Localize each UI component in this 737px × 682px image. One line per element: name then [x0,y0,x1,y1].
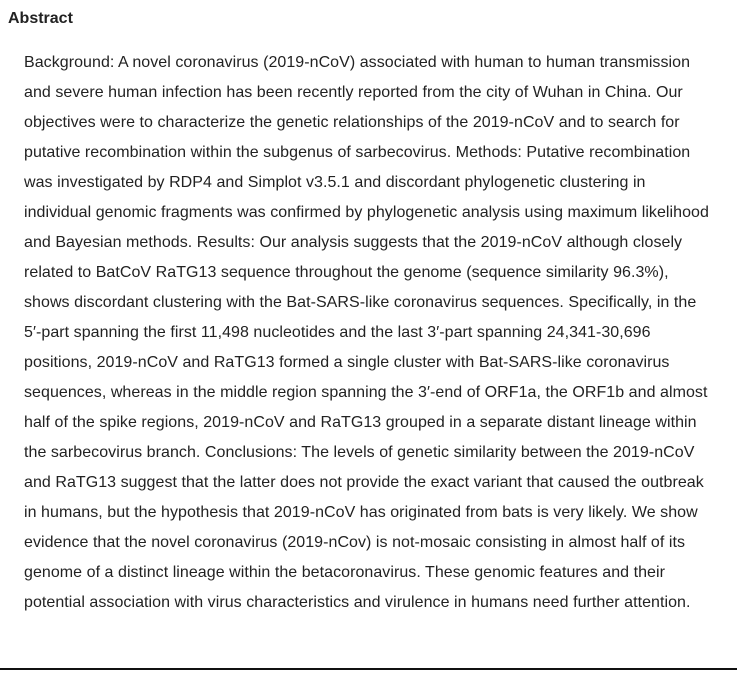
abstract-body-text: Background: A novel coronavirus (2019-nCoV) associated with human to human transmission and severe human infection has been recently reported from the city of Wuhan in China. Our objectives were to characterize the genetic relationships of the 2019-nCoV and to search for putative recombination within the subgenus of sarbecovirus. Methods: Putative recombination was investigated by RDP4 and Simplot v3.5.1 and discordant phylogenetic clustering in individual genomic fragments was confirmed by phylogenetic analysis using maximum likelihood and Bayesian methods. Results: Our analysis suggests that the 2019-nCoV although closely related to BatCoV RaTG13 sequence throughout the genome (sequence similarity 96.3%), shows discordant clustering with the Bat-SARS-like coronavirus sequences. Specifically, in the 5′-part spanning the first 11,498 nucleotides and the last 3′-part spanning 24,341-30,696 positions, 2019-nCoV and RaTG13 formed a single cluster with Bat-SARS-like coronavirus sequences, whereas in the middle region spanning the 3′-end of ORF1a, the ORF1b and almost half of the spike regions, 2019-nCoV and RaTG13 grouped in a separate distant lineage within the sarbecovirus branch. Conclusions: The levels of genetic similarity between the 2019-nCoV and RaTG13 suggest that the latter does not provide the exact variant that caused the outbreak in humans, but the hypothesis that 2019-nCoV has originated from bats is very likely. We show evidence that the novel coronavirus (2019-nCov) is not-mosaic consisting in almost half of its genome of a distinct lineage within the betacoronavirus. These genomic features and their potential association with virus characteristics and virulence in humans need further attention. [24,54,709,611]
bottom-divider [0,668,737,670]
abstract-heading: Abstract [8,10,73,27]
